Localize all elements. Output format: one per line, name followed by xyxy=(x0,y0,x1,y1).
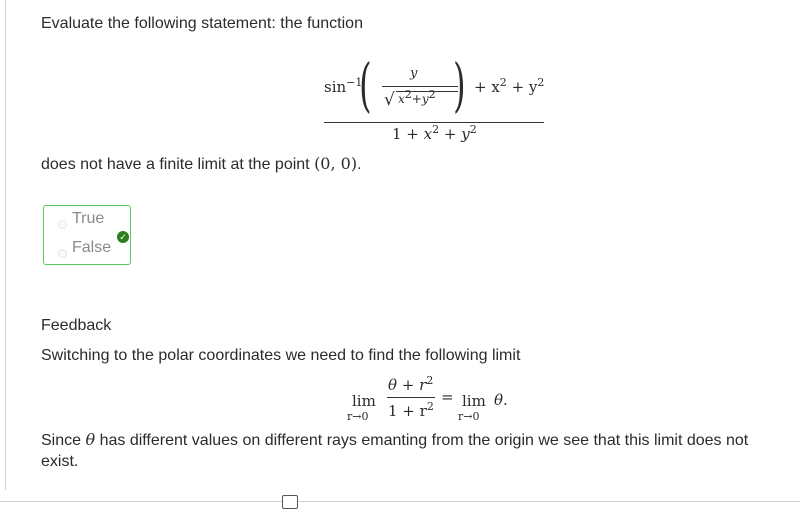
lim-left: lim xyxy=(352,392,376,410)
lim-right: lim xyxy=(462,392,486,410)
feedback-line-2: Since θ has different values on different rays emanting from the origin we see that this limit does not xyxy=(41,430,749,449)
formula-denominator: $1 + x^2 + y^2$ xyxy=(392,123,477,143)
left-border xyxy=(5,0,6,490)
feedback-heading: Feedback xyxy=(41,317,112,334)
limit-denominator: $1 + r^2$ xyxy=(388,400,434,420)
limit-equation xyxy=(346,376,516,426)
right-paren: ) xyxy=(453,51,466,119)
arcsin-label: $\sin^{-1}$ xyxy=(324,76,363,96)
radio-true[interactable] xyxy=(58,220,67,229)
limit-numerator: $\theta + r^2$ xyxy=(388,374,434,394)
feedback-line-1: Switching to the polar coordinates we need to find the following limit xyxy=(41,347,521,364)
radio-false[interactable] xyxy=(58,249,67,258)
inner-fraction-bar xyxy=(382,86,458,87)
answer-options xyxy=(43,205,131,265)
equals-sign: = xyxy=(441,388,454,406)
inner-denominator: x2+y2 xyxy=(398,88,436,106)
inner-numerator: y xyxy=(410,66,418,81)
limit-fraction-bar xyxy=(387,397,435,398)
question-intro: Evaluate the following statement: the function xyxy=(41,15,363,32)
lim-right-sub: r→0 xyxy=(458,410,480,423)
option-true-label[interactable]: True xyxy=(72,210,105,227)
feedback-line-3: exist. xyxy=(41,453,79,470)
numerator-tail: + $x^2 + y^2$ xyxy=(474,76,545,96)
option-false-label[interactable]: False xyxy=(72,239,112,256)
function-formula xyxy=(324,51,545,144)
lim-left-sub: r→0 xyxy=(347,410,369,423)
question-outro: does not have a finite limit at the point (0, 0). xyxy=(41,154,362,173)
check-circle-icon: ✓ xyxy=(117,231,129,243)
point-value: (0, 0) xyxy=(314,154,358,173)
left-paren: ( xyxy=(359,51,372,119)
theta-symbol: θ xyxy=(85,430,96,449)
formula-numerator xyxy=(324,51,545,119)
sqrt-symbol: √ xyxy=(384,90,395,110)
limit-result: θ. xyxy=(494,391,508,409)
bottom-border xyxy=(0,501,800,502)
resize-handle[interactable] xyxy=(282,495,298,509)
